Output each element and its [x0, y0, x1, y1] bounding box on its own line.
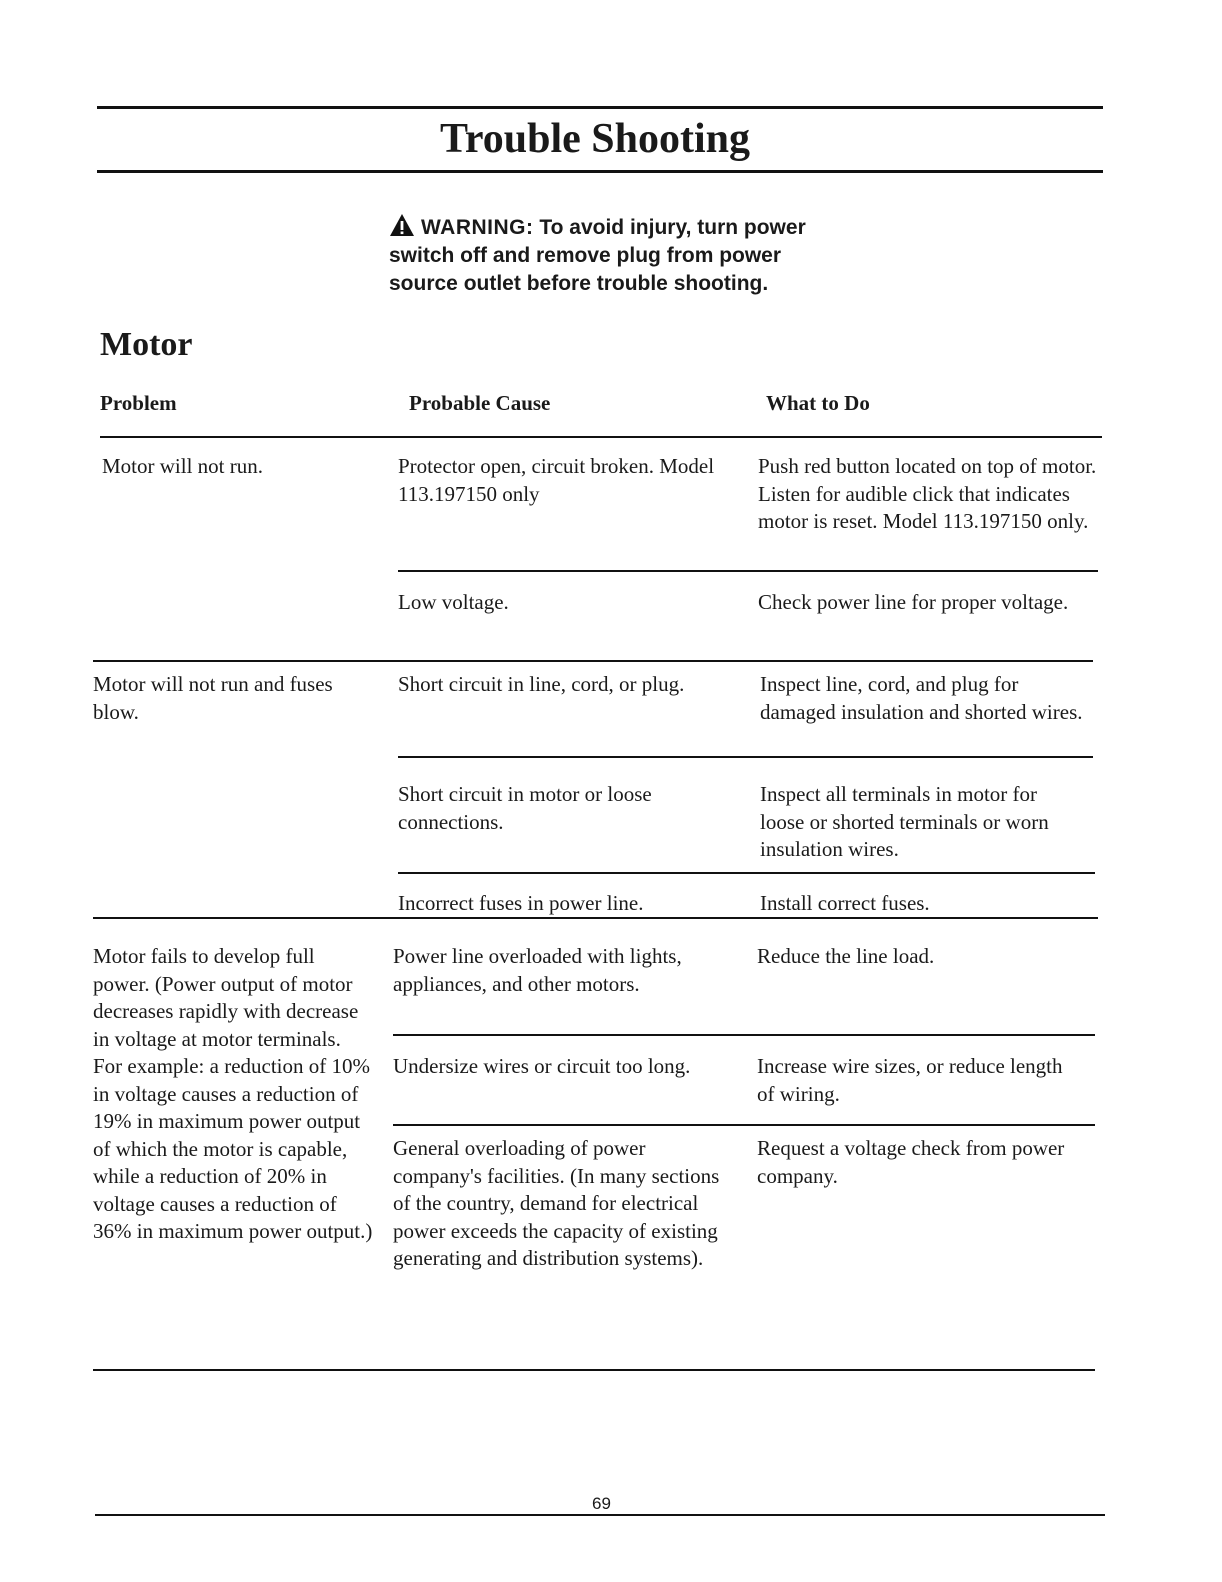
table-bottom-rule: [93, 1369, 1095, 1371]
remedy-cell: Request a voltage check from power company.: [757, 1136, 1065, 1188]
section-title: Motor: [100, 326, 193, 363]
cause-cell: Power line overloaded with lights, appliances, and other motors.: [393, 944, 682, 996]
title-rule-top: [97, 106, 1103, 109]
warning-triangle-icon: [389, 213, 415, 237]
cause-cell: Incorrect fuses in power line.: [398, 891, 644, 915]
problem-cell: Motor will not run and fuses blow.: [93, 672, 333, 724]
title-rule-bottom: [97, 170, 1103, 173]
cause-cell: Protector open, circuit broken. Model 113.197150 only: [398, 454, 715, 506]
remedy-cell: Check power line for proper voltage.: [758, 590, 1069, 614]
header-what-to-do: What to Do: [766, 391, 870, 415]
cause-cell: Short circuit in line, cord, or plug.: [398, 672, 685, 696]
remedy-cell: Push red button located on top of motor. Listen for audible click that indicates motor is reset. Model 113.197150 only.: [758, 454, 1097, 533]
problem-divider: [93, 660, 1093, 662]
remedy-cell: Increase wire sizes, or reduce length of wiring.: [757, 1054, 1063, 1106]
row-divider: [398, 872, 1095, 874]
warning-text: To avoid injury, turn power switch off and remove plug from power source outlet before trouble shooting.: [389, 216, 806, 295]
problem-cell: Motor will not run.: [102, 454, 263, 478]
header-probable-cause: Probable Cause: [409, 391, 551, 415]
warning-block: [389, 213, 849, 298]
cause-cell: General overloading of power company's facilities. (In many sections of the country, demand for electrical power exceeds the capacity of existing generating and distribution systems).: [393, 1136, 720, 1270]
remedy-cell: Install correct fuses.: [760, 891, 930, 915]
row-divider: [398, 570, 1098, 572]
page-number: 69: [592, 1494, 611, 1513]
cause-cell: Low voltage.: [398, 590, 509, 614]
cause-cell: Short circuit in motor or loose connections.: [398, 782, 652, 834]
remedy-cell: Inspect all terminals in motor for loose or shorted terminals or worn insulation wires.: [760, 782, 1049, 861]
remedy-cell: Reduce the line load.: [757, 944, 935, 968]
row-divider: [393, 1124, 1095, 1126]
footer-rule: [95, 1514, 1105, 1516]
header-problem: Problem: [100, 391, 177, 415]
warning-label: WARNING:: [421, 216, 534, 239]
problem-divider: [93, 917, 1098, 919]
problem-cell: Motor fails to develop full power. (Power output of motor decreases rapidly with decrease in voltage at motor terminals. For example: a reduction of 10% in voltage causes a reduction of 19% in maximum power output of which the motor is capable, while a reduction of 20% in voltage causes a reduction of 36% in maximum power output.): [93, 944, 373, 1243]
row-divider: [393, 1034, 1095, 1036]
row-divider: [398, 756, 1093, 758]
cause-cell: Undersize wires or circuit too long.: [393, 1054, 691, 1078]
remedy-cell: Inspect line, cord, and plug for damaged insulation and shorted wires.: [760, 672, 1083, 724]
header-rule: [100, 436, 1102, 438]
page-title: Trouble Shooting: [440, 116, 751, 162]
